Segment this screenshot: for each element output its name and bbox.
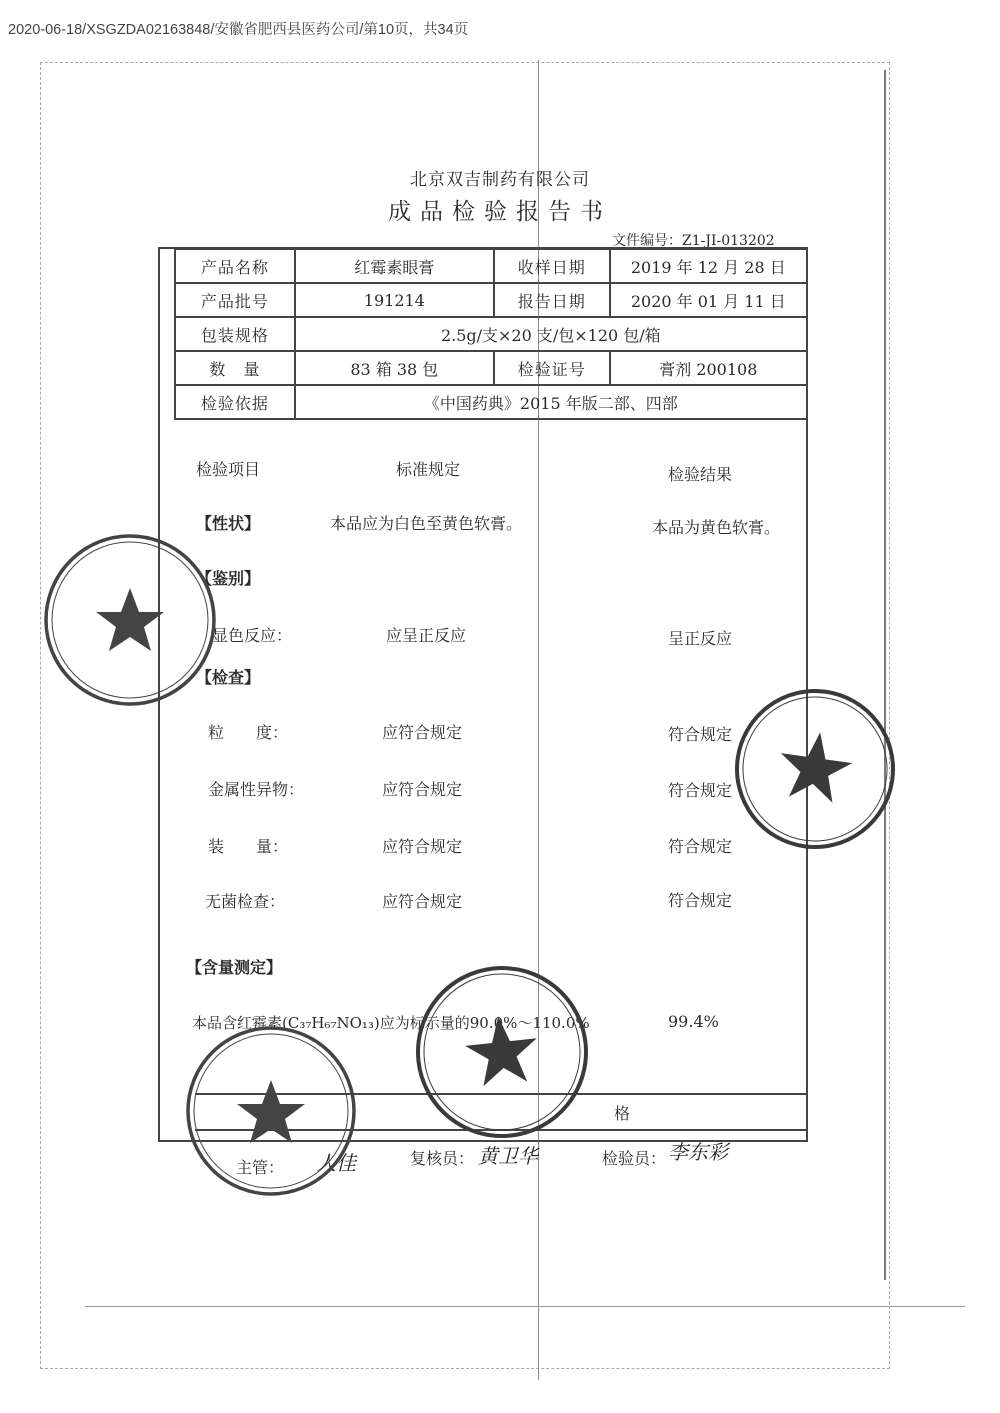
basis-value: 《中国药典》2015 年版二部、四部 [295,385,807,419]
info-table [174,248,808,420]
table-row [175,351,807,385]
scan-line-bottom [85,1306,965,1307]
table-row [175,317,807,351]
inspection-result: 符合规定 [668,781,733,800]
identification-item: 显色反应： [212,626,293,645]
inspection-seal-right [730,684,900,854]
inspection-seal-center [412,962,592,1142]
inspection-result: 符合规定 [668,725,733,744]
appearance-standard: 本品应为白色至黄色软膏。 [330,514,523,533]
inspection-item: 无菌检查： [205,892,286,911]
cert-value: 膏剂 200108 [610,351,807,385]
identification-result: 呈正反应 [668,629,733,648]
inspection-standard: 应符合规定 [382,780,463,799]
spec-value: 2.5g/支×20 支/包×120 包/箱 [295,317,807,351]
company-seal-bottom [182,1022,360,1200]
batch-value: 191214 [295,283,494,317]
receive-date-value: 2019 年 12 月 28 日 [610,249,807,283]
table-row [175,385,807,419]
report-date-value: 2020 年 01 月 11 日 [610,283,807,317]
section-inspection-label: 【检查】 [196,668,261,687]
archive-header: 2020-06-18/XSGZDA02163848/安徽省肥西县医药公司/第10页，共34页 [8,22,469,38]
report-title: 成品检验报告书 [388,199,612,225]
assay-result: 99.4% [668,1012,719,1031]
column-item-header: 检验项目 [196,460,261,479]
receive-date-label: 收样日期 [494,249,610,283]
report-date-label: 报告日期 [494,283,610,317]
company-seal-left [40,530,220,710]
inspection-result: 符合规定 [668,837,733,856]
inspection-item: 装 量： [208,837,289,856]
inspector-signature: 李东彩 [668,1140,728,1164]
section-appearance-label: 【性状】 [196,514,261,533]
table-row [175,283,807,317]
company-name: 北京双吉制药有限公司 [410,170,590,190]
inspection-result: 符合规定 [668,891,733,910]
appearance-result: 本品为黄色软膏。 [652,518,781,537]
quantity-value: 83 箱 38 包 [295,351,494,385]
scan-line-right [884,70,886,1280]
table-row [175,249,807,283]
inspector-label: 检验员： [602,1149,667,1168]
section-identification-label: 【鉴别】 [196,569,261,588]
inspection-standard: 应符合规定 [382,723,463,742]
section-assay-label: 【含量测定】 [186,958,283,977]
product-name-value: 红霉素眼膏 [295,249,494,283]
spec-label: 包装规格 [175,317,295,351]
reviewer-signature: 黄卫华 [478,1144,538,1168]
batch-label: 产品批号 [175,283,295,317]
reviewer-label: 复核员： [410,1149,475,1168]
assay-text: 本品含红霉素(C₃₇H₆₇NO₁₃)应为标示量的90.0%～110.0% [192,1014,590,1032]
inspection-standard: 应符合规定 [382,837,463,856]
supervisor-label: 主管： [236,1158,285,1177]
identification-standard: 应呈正反应 [386,626,467,645]
conclusion-tail: 格 [614,1104,631,1123]
inspection-item: 金属性异物： [208,780,305,799]
column-result-header: 检验结果 [668,465,733,484]
inspection-standard: 应符合规定 [382,892,463,911]
file-number: 文件编号：Z1-JI-013202 [612,233,775,249]
quantity-label: 数 量 [175,351,295,385]
cert-label: 检验证号 [494,351,610,385]
column-standard-header: 标准规定 [396,460,461,479]
basis-label: 检验依据 [175,385,295,419]
product-name-label: 产品名称 [175,249,295,283]
supervisor-signature: 人佳 [316,1151,356,1175]
inspection-item: 粒 度： [208,723,289,742]
